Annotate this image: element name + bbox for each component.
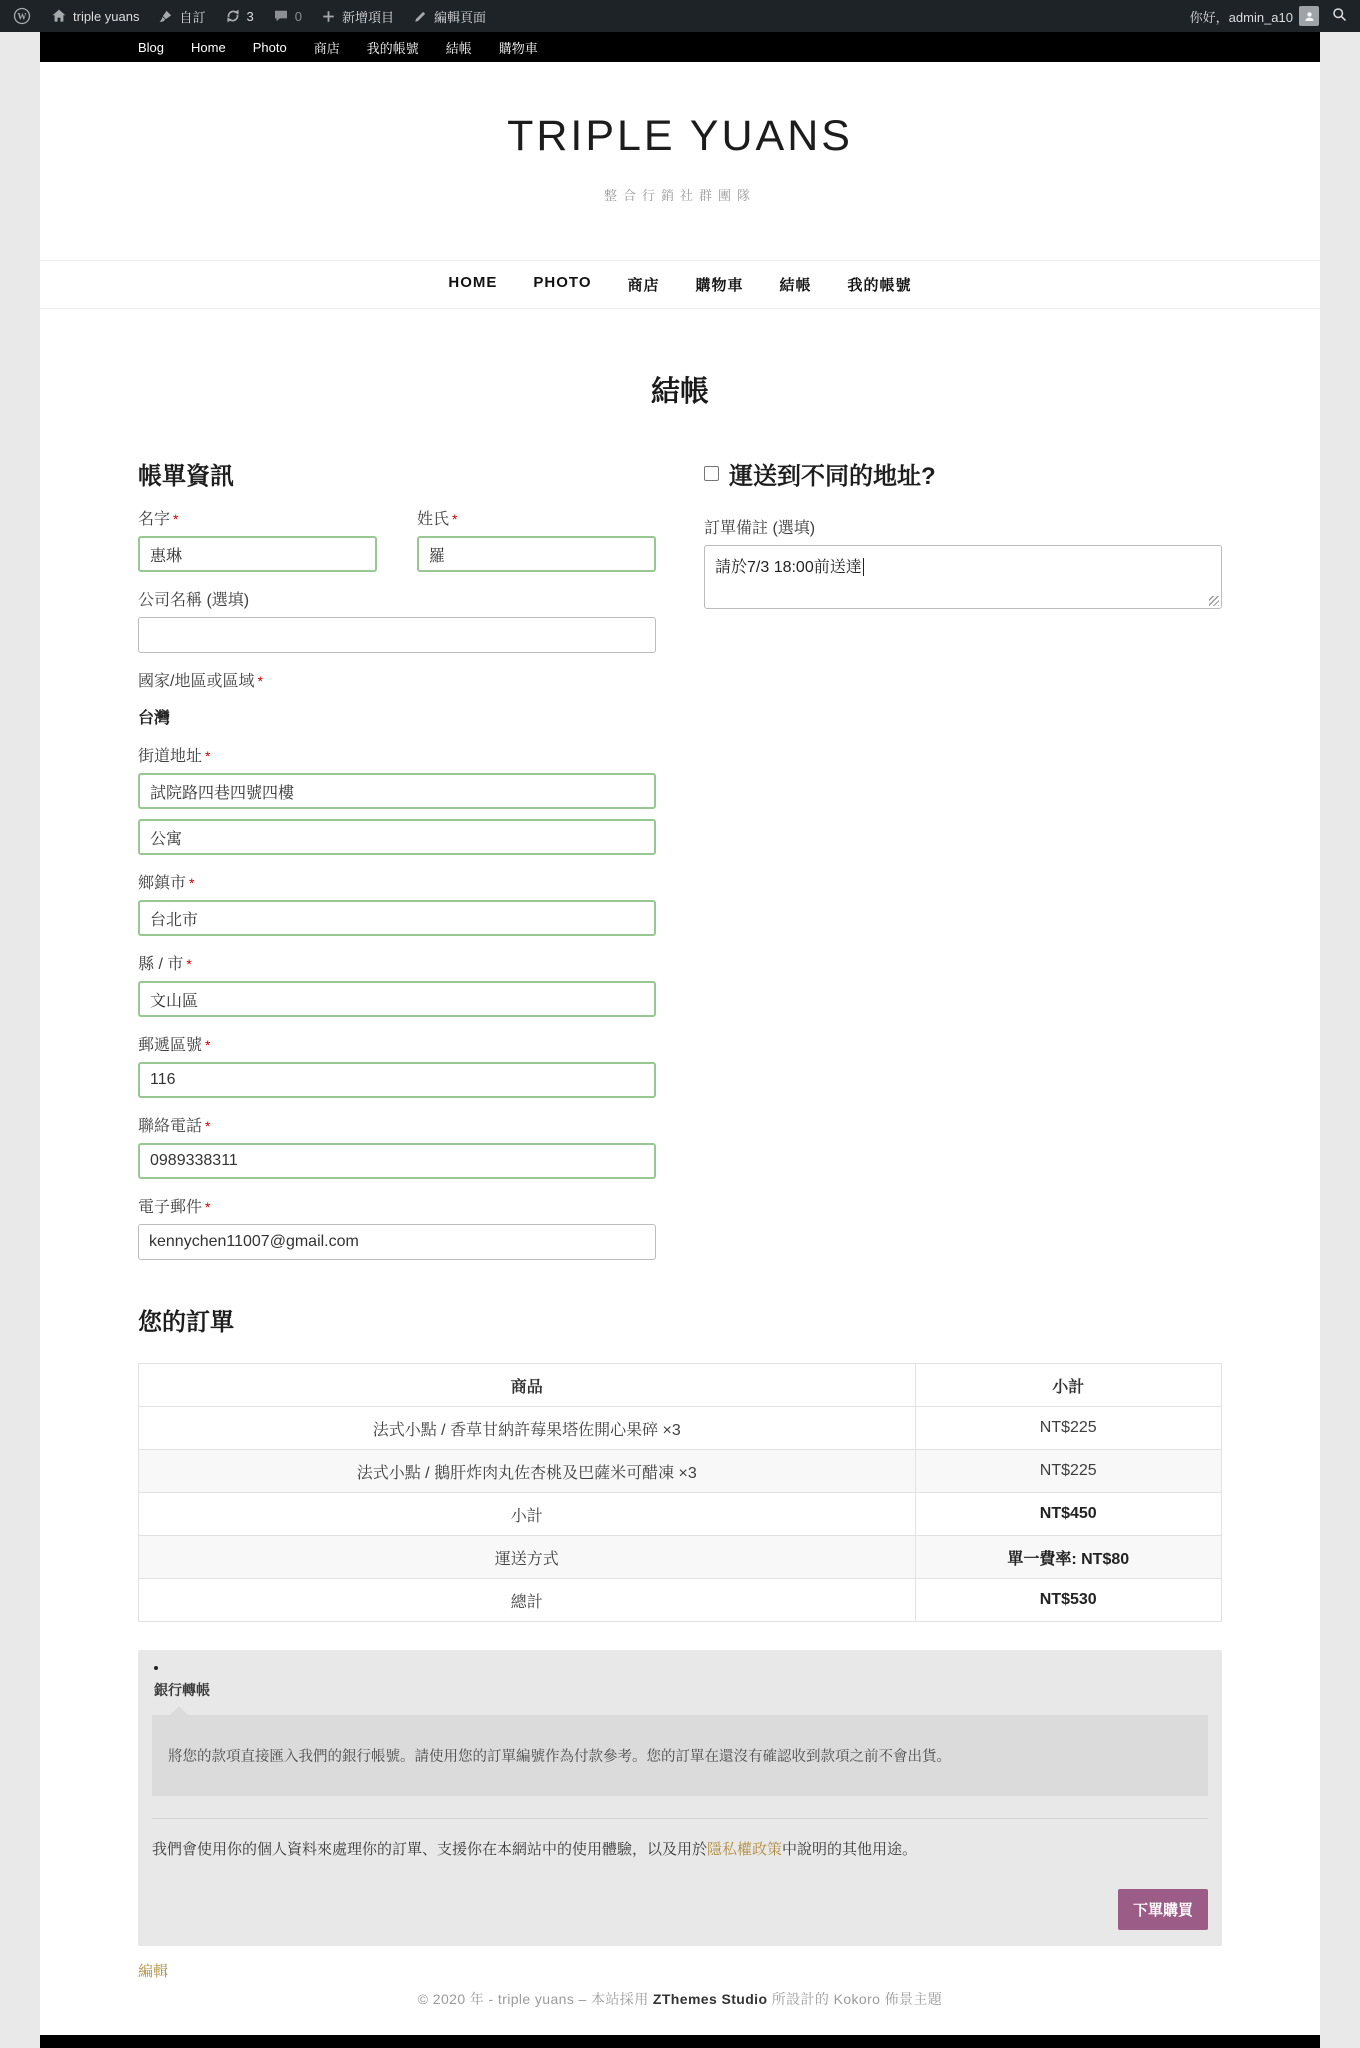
order-item-subtotal: NT$225 bbox=[915, 1407, 1222, 1450]
column-header-product: 商品 bbox=[139, 1364, 916, 1407]
order-notes-input[interactable] bbox=[704, 545, 1222, 609]
order-table-header-row bbox=[139, 1364, 1222, 1407]
edit-link[interactable]: 編輯 bbox=[138, 1962, 169, 1980]
site-top-nav bbox=[40, 32, 1320, 62]
checkout-content bbox=[40, 410, 1320, 1981]
shipping-method-label: 運送方式 bbox=[139, 1536, 916, 1579]
first-name-field[interactable] bbox=[138, 536, 377, 572]
subtotal-label: 小計 bbox=[139, 1493, 916, 1536]
edit-page-label: 編輯頁面 bbox=[433, 9, 486, 25]
admin-bar-updates[interactable] bbox=[225, 8, 254, 24]
payment-section bbox=[138, 1650, 1222, 1946]
required-mark: * bbox=[452, 511, 458, 527]
country-value: 台灣 bbox=[138, 710, 171, 727]
nav-item-photo[interactable]: PHOTO bbox=[533, 274, 592, 291]
brush-icon bbox=[158, 9, 173, 24]
billing-section bbox=[138, 456, 656, 1260]
topnav-item-checkout[interactable]: 結帳 bbox=[445, 40, 472, 56]
site-tagline: 整合行銷社群團隊 bbox=[603, 188, 756, 203]
district-field[interactable] bbox=[138, 981, 656, 1017]
nav-item-shop[interactable]: 商店 bbox=[627, 277, 660, 294]
topnav-item-home[interactable]: Home bbox=[191, 39, 226, 55]
svg-text:W: W bbox=[17, 11, 27, 22]
payment-method-description: 將您的款項直接匯入我們的銀行帳號。請使用您的訂單編號作為付款參考。您的訂單在還沒有確認收到款項之前不會出貨。 bbox=[152, 1715, 1208, 1796]
updates-count: 3 bbox=[246, 8, 254, 24]
order-notes-label: 訂單備註 (選填) bbox=[704, 520, 816, 537]
customize-label: 自訂 bbox=[179, 9, 206, 25]
place-order-button[interactable]: 下單購買 bbox=[1118, 1889, 1208, 1930]
topnav-item-account[interactable]: 我的帳號 bbox=[366, 40, 419, 56]
required-mark: * bbox=[205, 1199, 211, 1215]
new-item-label: 新增項目 bbox=[341, 9, 394, 25]
city-field[interactable] bbox=[138, 900, 656, 936]
street-address-label: 街道地址 * bbox=[138, 748, 211, 765]
district-label: 縣 / 市 * bbox=[138, 956, 192, 973]
email-field[interactable] bbox=[138, 1224, 656, 1260]
required-mark: * bbox=[257, 673, 263, 689]
company-field[interactable] bbox=[138, 617, 656, 653]
payment-method-title[interactable]: 銀行轉帳 bbox=[154, 1682, 210, 1698]
copyright-text: 所設計的 Kokoro 佈景主題 bbox=[767, 1991, 943, 2007]
topnav-item-shop[interactable]: 商店 bbox=[313, 40, 340, 56]
order-item-name: 法式小點 / 鵝肝炸肉丸佐杏桃及巴薩米可醋凍 ×3 bbox=[139, 1450, 916, 1493]
home-icon bbox=[51, 8, 67, 24]
privacy-notice: 我們會使用你的個人資料來處理你的訂單、支援你在本網站中的使用體驗，以及用於隱私權政策中說明的其他用途。 bbox=[152, 1841, 918, 1858]
admin-bar-comments[interactable] bbox=[273, 8, 302, 24]
list-bullet bbox=[154, 1666, 158, 1670]
site-footer bbox=[40, 1989, 1320, 2035]
street-address-field[interactable] bbox=[138, 773, 656, 809]
required-mark: * bbox=[205, 1118, 211, 1134]
shipping-section bbox=[704, 456, 1222, 1260]
billing-heading: 帳單資訊 bbox=[138, 463, 234, 490]
country-label: 國家/地區或區域 * bbox=[138, 673, 263, 690]
studio-credit[interactable]: ZThemes Studio bbox=[652, 1991, 768, 2007]
street-address-2-field[interactable] bbox=[138, 819, 656, 855]
site-title[interactable]: TRIPLE YUANS bbox=[507, 112, 853, 160]
wp-logo-menu[interactable] bbox=[12, 6, 32, 26]
total-label: 總計 bbox=[139, 1579, 916, 1622]
resize-handle[interactable] bbox=[1209, 596, 1219, 606]
update-icon bbox=[225, 8, 241, 24]
privacy-policy-link[interactable]: 隱私權政策 bbox=[707, 1841, 783, 1858]
order-total-row bbox=[139, 1579, 1222, 1622]
order-table bbox=[138, 1363, 1222, 1622]
order-subtotal-row bbox=[139, 1493, 1222, 1536]
comments-count: 0 bbox=[294, 8, 302, 24]
wp-admin-bar bbox=[0, 0, 1360, 32]
postcode-label: 郵遞區號 * bbox=[138, 1037, 211, 1054]
admin-bar-customize[interactable] bbox=[158, 7, 205, 26]
required-mark: * bbox=[186, 956, 192, 972]
total-value: NT$530 bbox=[915, 1579, 1222, 1622]
topnav-item-cart[interactable]: 購物車 bbox=[498, 40, 538, 56]
order-item-row bbox=[139, 1450, 1222, 1493]
text-cursor bbox=[863, 558, 865, 576]
nav-item-home[interactable]: HOME bbox=[448, 274, 498, 291]
order-item-name: 法式小點 / 香草甘納許莓果塔佐開心果碎 ×3 bbox=[139, 1407, 916, 1450]
shipping-method-value: 單一費率: NT$80 bbox=[915, 1536, 1222, 1579]
phone-field[interactable] bbox=[138, 1143, 656, 1179]
postcode-field[interactable] bbox=[138, 1062, 656, 1098]
phone-label: 聯絡電話 * bbox=[138, 1118, 211, 1135]
nav-item-account[interactable]: 我的帳號 bbox=[847, 277, 912, 294]
column-header-subtotal: 小計 bbox=[915, 1364, 1222, 1407]
order-item-subtotal: NT$225 bbox=[915, 1450, 1222, 1493]
wordpress-logo-icon bbox=[12, 6, 32, 26]
copyright-text: © 2020 年 - triple yuans – 本站採用 bbox=[417, 1991, 653, 2007]
page-title: 結帳 bbox=[650, 376, 709, 408]
company-label: 公司名稱 (選填) bbox=[138, 592, 250, 609]
site-header bbox=[40, 62, 1320, 260]
search-icon[interactable] bbox=[1331, 6, 1348, 26]
city-label: 鄉鎮市 * bbox=[138, 875, 195, 892]
ship-to-different-address-heading[interactable]: 運送到不同的地址? bbox=[729, 463, 936, 490]
page-container bbox=[40, 32, 1320, 2048]
order-item-row bbox=[139, 1407, 1222, 1450]
plus-icon bbox=[321, 9, 336, 24]
first-name-label: 名字 * bbox=[138, 511, 179, 528]
comment-icon bbox=[273, 8, 289, 24]
avatar[interactable] bbox=[1299, 6, 1319, 26]
order-heading: 您的訂單 bbox=[138, 1309, 234, 1336]
last-name-field[interactable] bbox=[417, 536, 656, 572]
greeting-label: 你好，admin_a10 bbox=[1189, 9, 1293, 25]
pencil-icon bbox=[413, 9, 428, 24]
nav-item-checkout[interactable]: 結帳 bbox=[779, 277, 812, 294]
site-name-label: triple yuans bbox=[73, 8, 140, 24]
subtotal-value: NT$450 bbox=[915, 1493, 1222, 1536]
main-nav bbox=[40, 260, 1320, 309]
order-shipping-row bbox=[139, 1536, 1222, 1579]
admin-bar-account[interactable] bbox=[1190, 6, 1319, 26]
admin-bar-new-item[interactable] bbox=[321, 7, 394, 26]
admin-bar-edit-page[interactable] bbox=[413, 7, 486, 26]
divider bbox=[152, 1818, 1208, 1819]
required-mark: * bbox=[205, 748, 211, 764]
required-mark: * bbox=[173, 511, 179, 527]
footer-widget-strip bbox=[40, 2035, 1320, 2048]
topnav-item-photo[interactable]: Photo bbox=[252, 39, 287, 55]
admin-bar-site-name[interactable] bbox=[51, 8, 139, 24]
order-notes-value: 請於7/3 18:00前送達 bbox=[715, 559, 862, 576]
email-label: 電子郵件 * bbox=[138, 1199, 211, 1216]
ship-to-different-address-checkbox[interactable] bbox=[704, 466, 719, 481]
required-mark: * bbox=[189, 875, 195, 891]
required-mark: * bbox=[205, 1037, 211, 1053]
topnav-item-blog[interactable]: Blog bbox=[138, 39, 165, 55]
nav-item-cart[interactable]: 購物車 bbox=[695, 277, 744, 294]
last-name-label: 姓氏 * bbox=[417, 511, 458, 528]
